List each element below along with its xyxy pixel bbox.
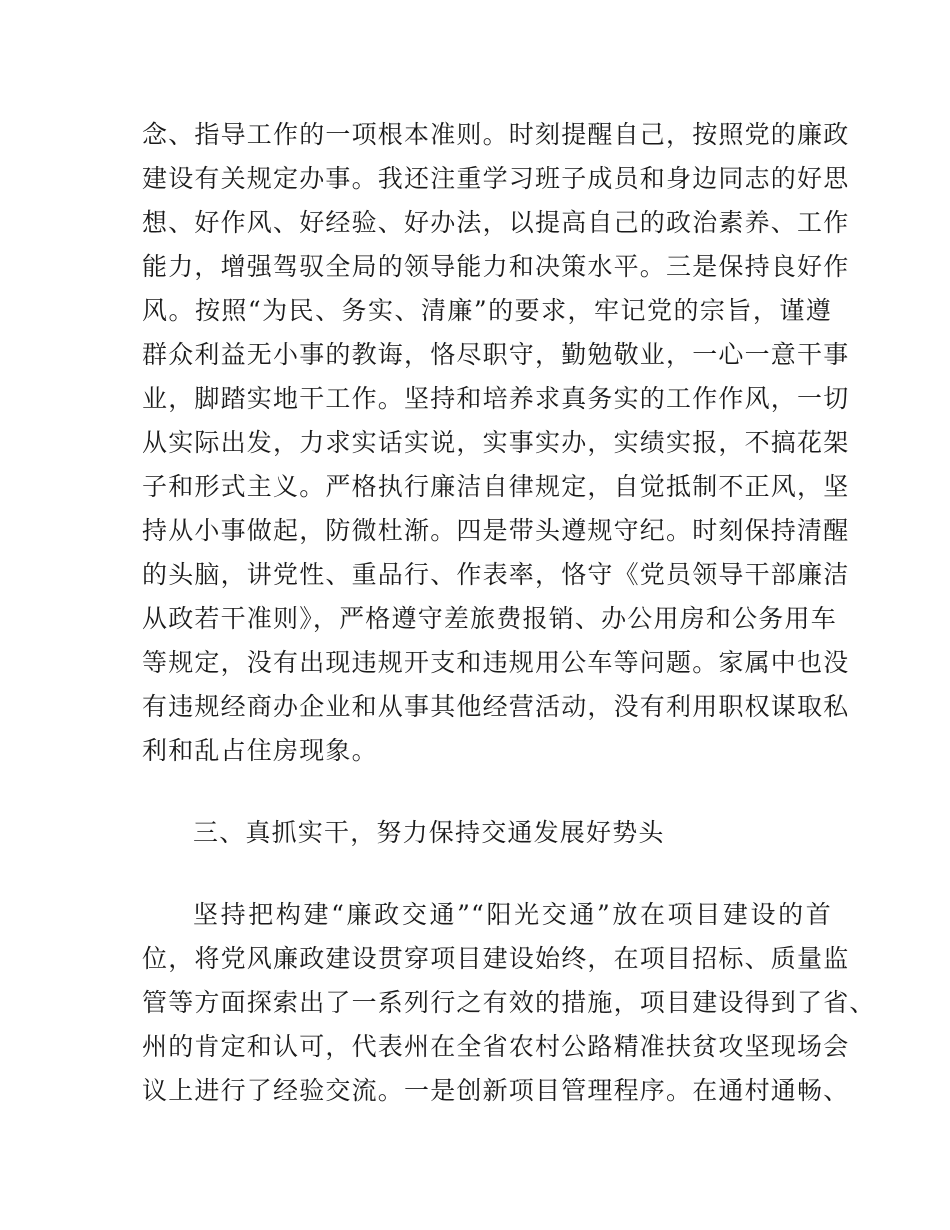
paragraph-2-line-4: 州的肯定和认可，代表州在全省农村公路精准扶贫攻坚现场会 (142, 1032, 850, 1061)
paragraph-1-line-14: 有违规经商办企业和从事其他经营活动，没有利用职权谋取私 (142, 692, 850, 721)
paragraph-1-line-7: 业，脚踏实地干工作。坚持和培养求真务实的工作作风，一切 (142, 384, 850, 413)
paragraph-1-line-13: 等规定，没有出现违规开支和违规用公车等问题。家属中也没 (142, 648, 850, 677)
paragraph-1-line-4: 能力，增强驾驭全局的领导能力和决策水平。三是保持良好作 (142, 252, 850, 281)
section-heading: 三、真抓实干，努力保持交通发展好势头 (193, 818, 665, 847)
paragraph-1-line-12: 从政若干准则》，严格遵守差旅费报销、办公用房和公务用车 (142, 604, 837, 633)
paragraph-1-line-6: 群众利益无小事的教诲，恪尽职守，勤勉敬业，一心一意干事 (142, 340, 850, 369)
paragraph-2-line-3: 管等方面探索出了一系列行之有效的措施，项目建设得到了省、 (142, 988, 876, 1017)
paragraph-2-line-2: 位，将党风廉政建设贯穿项目建设始终，在项目招标、质量监 (142, 944, 850, 973)
paragraph-1-line-3: 想、好作风、好经验、好办法，以提高自己的政治素养、工作 (142, 208, 850, 237)
paragraph-2-line-5: 议上进行了经验交流。一是创新项目管理程序。在通村通畅、 (142, 1076, 850, 1105)
paragraph-1-line-8: 从实际出发，力求实话实说，实事实办，实绩实报，不搞花架 (142, 428, 850, 457)
paragraph-1-line-9: 子和形式主义。严格执行廉洁自律规定，自觉抵制不正风，坚 (142, 472, 850, 501)
paragraph-2-line-1: 坚持把构建“廉政交通”“阳光交通”放在项目建设的首 (193, 900, 832, 929)
paragraph-1-line-15: 利和乱占住房现象。 (142, 736, 378, 765)
paragraph-1-line-11: 的头脑，讲党性、重品行、作表率，恪守《党员领导干部廉洁 (142, 560, 850, 589)
paragraph-1-line-10: 持从小事做起，防微杜渐。四是带头遵规守纪。时刻保持清醒 (142, 516, 850, 545)
paragraph-1-line-5: 风。按照“为民、务实、清廉”的要求，牢记党的宗旨，谨遵 (142, 296, 832, 325)
paragraph-1-line-1: 念、指导工作的一项根本准则。时刻提醒自己，按照党的廉政 (142, 120, 850, 149)
paragraph-1-line-2: 建设有关规定办事。我还注重学习班子成员和身边同志的好思 (142, 164, 850, 193)
